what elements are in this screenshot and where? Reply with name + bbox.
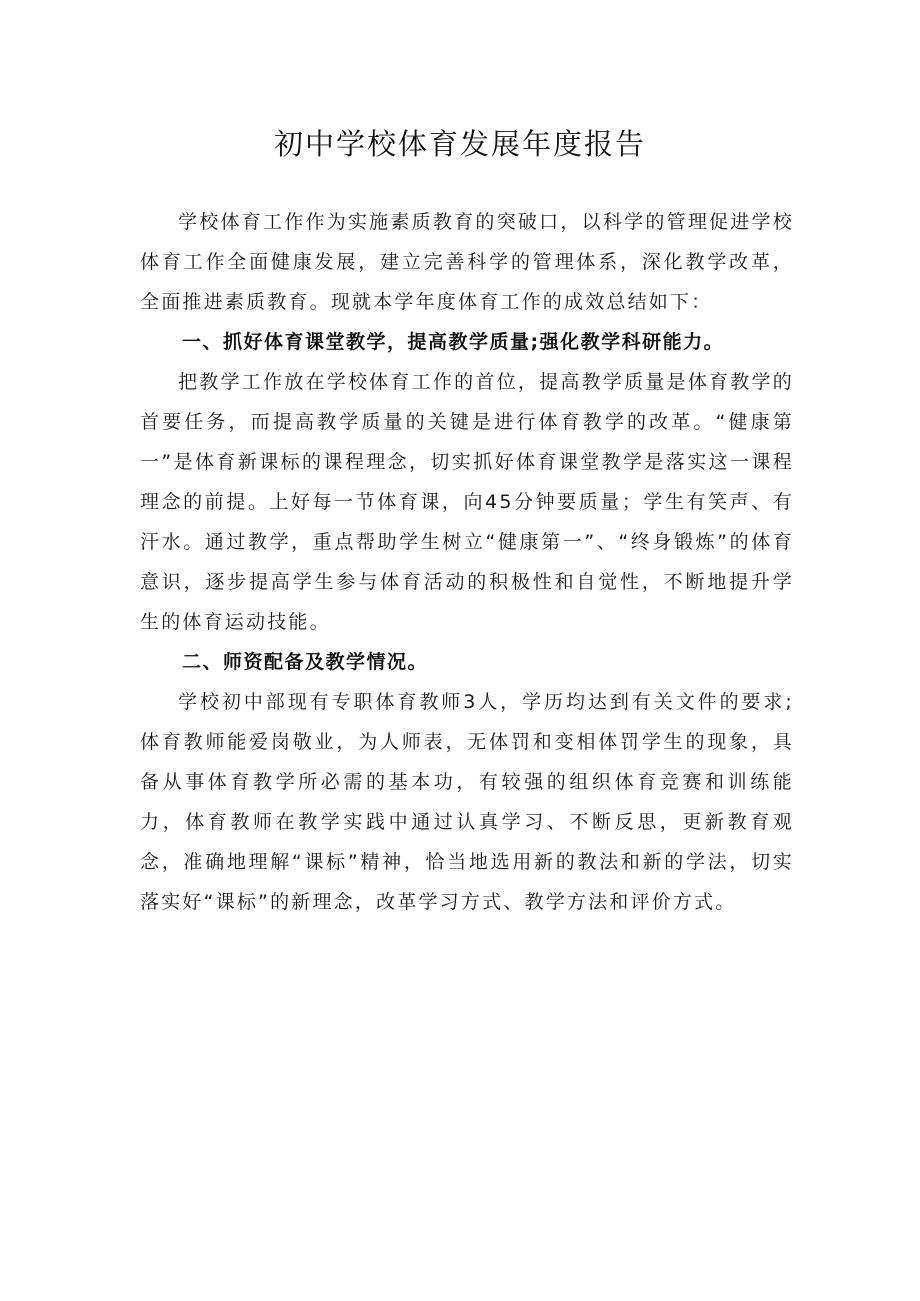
- document-title: 初中学校体育发展年度报告: [273, 127, 646, 161]
- section-heading-1: 一、抓好体育课堂教学，提高教学质量;强化教学科研能力。: [182, 331, 725, 353]
- intro-paragraph: 学校体育工作作为实施素质教育的突破口，以科学的管理促进学校体育工作全面健康发展，建立完善科学的管理体系，深化教学改革，全面推进素质教育。现就本学年度体育工作的成效总结如下：: [140, 211, 794, 313]
- section-paragraph-2: 学校初中部现有专职体育教师3人，学历均达到有关文件的要求;体育教师能爱岗敬业，为人师表，无体罚和变相体罚学生的现象，具备从事体育教学所必需的基本功，有较强的组织体育竞赛和训练能力，体育教师在教学实践中通过认真学习、不断反思，更新教育观念，准确地理解“课标”精神，恰当地选用新的教法和新的学法，切实落实好“课标”的新理念，改革学习方式、教学方法和评价方式。: [140, 691, 794, 913]
- document-body: [140, 202, 794, 922]
- section-heading-2: 二、师资配备及教学情况。: [182, 651, 429, 673]
- section-paragraph-1: 把教学工作放在学校体育工作的首位，提高教学质量是体育教学的首要任务，而提高教学质量的关键是进行体育教学的改革。“健康第一”是体育新课标的课程理念，切实抓好体育课堂教学是落实这一课程理念的前提。上好每一节体育课，向45分钟要质量；学生有笑声、有汗水。通过教学，重点帮助学生树立“健康第一”、“终身锻炼”的体育意识，逐步提高学生参与体育活动的积极性和自觉性，不断地提升学生的体育运动技能。: [140, 371, 794, 633]
